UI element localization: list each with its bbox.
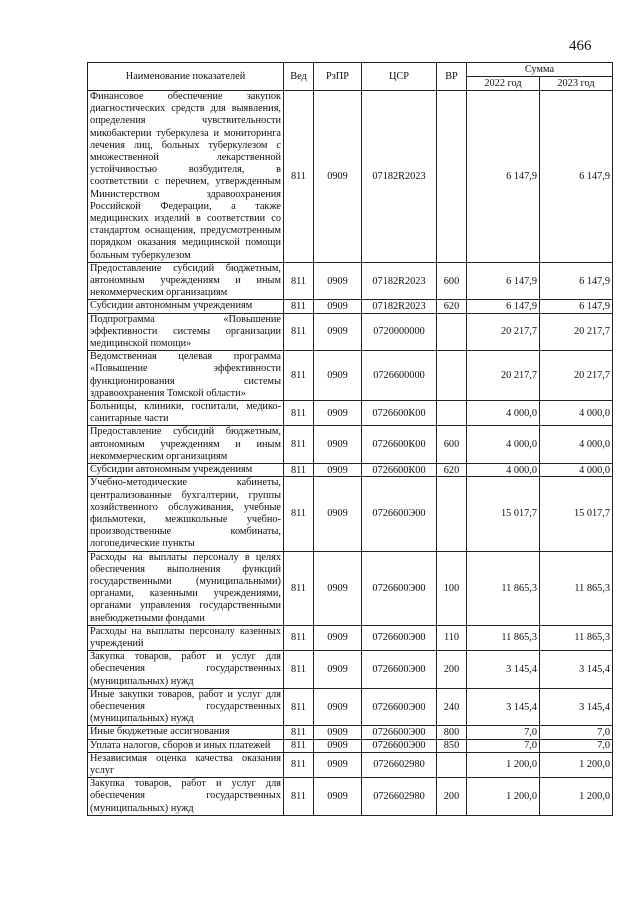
header-vr: ВР bbox=[437, 63, 467, 91]
row-csr-cell: 0726602980 bbox=[362, 778, 437, 816]
header-rzpr: РзПР bbox=[314, 63, 362, 91]
row-vr-cell bbox=[437, 91, 467, 263]
row-2023-cell: 4 000,0 bbox=[540, 401, 613, 426]
row-name-cell: Больницы, клиники, госпитали, медико-санитарные части bbox=[88, 401, 284, 426]
row-2023-cell: 20 217,7 bbox=[540, 313, 613, 351]
row-vr-cell bbox=[437, 752, 467, 777]
row-rzpr-cell: 0909 bbox=[314, 688, 362, 726]
row-2023-cell: 1 200,0 bbox=[540, 752, 613, 777]
row-csr-cell: 0720000000 bbox=[362, 313, 437, 351]
row-ved-cell: 811 bbox=[284, 651, 314, 689]
row-csr-cell: 07182R2023 bbox=[362, 300, 437, 313]
row-2022-cell: 4 000,0 bbox=[467, 464, 540, 477]
row-2022-cell: 15 017,7 bbox=[467, 477, 540, 551]
row-rzpr-cell: 0909 bbox=[314, 625, 362, 650]
row-ved-cell: 811 bbox=[284, 625, 314, 650]
header-sum: Сумма bbox=[467, 63, 613, 77]
row-name-cell: Расходы на выплаты персоналу в целях обеспечения выполнения функций государственными (муниципальными) органами, казенными учреждениями, органами управления государственными внебюджетными фондами bbox=[88, 551, 284, 625]
header-ved: Вед bbox=[284, 63, 314, 91]
row-rzpr-cell: 0909 bbox=[314, 313, 362, 351]
row-ved-cell: 811 bbox=[284, 262, 314, 300]
table-row bbox=[88, 464, 613, 477]
row-2022-cell: 4 000,0 bbox=[467, 426, 540, 464]
row-ved-cell: 811 bbox=[284, 477, 314, 551]
row-ved-cell: 811 bbox=[284, 726, 314, 739]
row-2023-cell: 11 865,3 bbox=[540, 625, 613, 650]
table-row bbox=[88, 726, 613, 739]
row-2022-cell: 1 200,0 bbox=[467, 752, 540, 777]
row-csr-cell: 0726600000 bbox=[362, 351, 437, 401]
row-vr-cell: 620 bbox=[437, 464, 467, 477]
row-name-cell: Иные закупки товаров, работ и услуг для обеспечения государственных (муниципальных) нужд bbox=[88, 688, 284, 726]
row-ved-cell: 811 bbox=[284, 313, 314, 351]
row-2023-cell: 1 200,0 bbox=[540, 778, 613, 816]
row-2022-cell: 7,0 bbox=[467, 726, 540, 739]
row-ved-cell: 811 bbox=[284, 401, 314, 426]
row-csr-cell: 0726600Э00 bbox=[362, 651, 437, 689]
row-csr-cell: 0726600Э00 bbox=[362, 688, 437, 726]
row-2023-cell: 4 000,0 bbox=[540, 426, 613, 464]
row-ved-cell: 811 bbox=[284, 688, 314, 726]
row-name-cell: Ведомственная целевая программа «Повышение эффективности функционирования системы здравоохранения Томской области» bbox=[88, 351, 284, 401]
row-ved-cell: 811 bbox=[284, 739, 314, 752]
row-name-cell: Субсидии автономным учреждениям bbox=[88, 300, 284, 313]
row-csr-cell: 0726600Э00 bbox=[362, 726, 437, 739]
row-name-cell: Предоставление субсидий бюджетным, автономным учреждениям и иным некоммерческим организациям bbox=[88, 426, 284, 464]
table-row bbox=[88, 551, 613, 625]
row-vr-cell bbox=[437, 351, 467, 401]
table-row bbox=[88, 688, 613, 726]
row-csr-cell: 07182R2023 bbox=[362, 91, 437, 263]
table-row bbox=[88, 752, 613, 777]
row-csr-cell: 0726600Э00 bbox=[362, 739, 437, 752]
row-name-cell: Учебно-методические кабинеты, централизованные бухгалтерии, группы хозяйственного обслуживания, учебные фильмотеки, межшкольные учебно-производственные комбинаты, логопедические пункты bbox=[88, 477, 284, 551]
row-vr-cell: 600 bbox=[437, 426, 467, 464]
row-rzpr-cell: 0909 bbox=[314, 300, 362, 313]
header-2023: 2023 год bbox=[540, 77, 613, 91]
row-2022-cell: 20 217,7 bbox=[467, 351, 540, 401]
row-ved-cell: 811 bbox=[284, 351, 314, 401]
table-row bbox=[88, 300, 613, 313]
header-2022: 2022 год bbox=[467, 77, 540, 91]
row-csr-cell: 0726600К00 bbox=[362, 401, 437, 426]
row-rzpr-cell: 0909 bbox=[314, 464, 362, 477]
row-2023-cell: 6 147,9 bbox=[540, 300, 613, 313]
row-rzpr-cell: 0909 bbox=[314, 426, 362, 464]
row-name-cell: Иные бюджетные ассигнования bbox=[88, 726, 284, 739]
row-vr-cell: 850 bbox=[437, 739, 467, 752]
row-2023-cell: 7,0 bbox=[540, 739, 613, 752]
row-rzpr-cell: 0909 bbox=[314, 477, 362, 551]
table-row bbox=[88, 651, 613, 689]
row-csr-cell: 0726600Э00 bbox=[362, 477, 437, 551]
row-2023-cell: 20 217,7 bbox=[540, 351, 613, 401]
row-vr-cell: 600 bbox=[437, 262, 467, 300]
row-name-cell: Финансовое обеспечение закупок диагностических средств для выявления, определения чувствительности микобактерии туберкулеза и мониторинга лечения лиц, больных туберкулезом с множественной лекарственной устойчивостью возбудителя, в соответствии с перечнем, утвержденным Министерством здравоохранения Российской Федерации, а также медицинских изделий в соответствии со стандартом оснащения, предусмотренным порядком оказания медицинской помощи больным туберкулезом bbox=[88, 91, 284, 263]
row-2023-cell: 6 147,9 bbox=[540, 91, 613, 263]
row-vr-cell: 110 bbox=[437, 625, 467, 650]
row-csr-cell: 0726600Э00 bbox=[362, 551, 437, 625]
row-rzpr-cell: 0909 bbox=[314, 262, 362, 300]
table-row bbox=[88, 426, 613, 464]
row-ved-cell: 811 bbox=[284, 778, 314, 816]
table-row bbox=[88, 477, 613, 551]
table-row bbox=[88, 401, 613, 426]
row-2023-cell: 3 145,4 bbox=[540, 688, 613, 726]
table-row bbox=[88, 262, 613, 300]
row-2022-cell: 7,0 bbox=[467, 739, 540, 752]
row-2022-cell: 4 000,0 bbox=[467, 401, 540, 426]
table-row bbox=[88, 313, 613, 351]
row-rzpr-cell: 0909 bbox=[314, 351, 362, 401]
row-vr-cell bbox=[437, 477, 467, 551]
table-row bbox=[88, 351, 613, 401]
header-csr: ЦСР bbox=[362, 63, 437, 91]
row-csr-cell: 0726602980 bbox=[362, 752, 437, 777]
row-name-cell: Закупка товаров, работ и услуг для обеспечения государственных (муниципальных) нужд bbox=[88, 651, 284, 689]
table-row bbox=[88, 625, 613, 650]
page-number: 466 bbox=[569, 38, 592, 54]
row-vr-cell bbox=[437, 401, 467, 426]
row-2023-cell: 11 865,3 bbox=[540, 551, 613, 625]
row-ved-cell: 811 bbox=[284, 464, 314, 477]
row-2022-cell: 11 865,3 bbox=[467, 625, 540, 650]
row-2022-cell: 6 147,9 bbox=[467, 262, 540, 300]
row-name-cell: Субсидии автономным учреждениям bbox=[88, 464, 284, 477]
row-2023-cell: 6 147,9 bbox=[540, 262, 613, 300]
row-2022-cell: 3 145,4 bbox=[467, 651, 540, 689]
row-vr-cell: 100 bbox=[437, 551, 467, 625]
row-vr-cell: 240 bbox=[437, 688, 467, 726]
table-row bbox=[88, 778, 613, 816]
row-2022-cell: 1 200,0 bbox=[467, 778, 540, 816]
row-rzpr-cell: 0909 bbox=[314, 778, 362, 816]
table-body bbox=[88, 91, 613, 816]
row-vr-cell: 620 bbox=[437, 300, 467, 313]
row-rzpr-cell: 0909 bbox=[314, 752, 362, 777]
row-ved-cell: 811 bbox=[284, 426, 314, 464]
row-2022-cell: 11 865,3 bbox=[467, 551, 540, 625]
row-name-cell: Предоставление субсидий бюджетным, автономным учреждениям и иным некоммерческим организациям bbox=[88, 262, 284, 300]
table-row bbox=[88, 739, 613, 752]
row-ved-cell: 811 bbox=[284, 752, 314, 777]
row-csr-cell: 0726600К00 bbox=[362, 464, 437, 477]
row-2023-cell: 7,0 bbox=[540, 726, 613, 739]
row-ved-cell: 811 bbox=[284, 551, 314, 625]
row-rzpr-cell: 0909 bbox=[314, 726, 362, 739]
row-csr-cell: 07182R2023 bbox=[362, 262, 437, 300]
table-row bbox=[88, 91, 613, 263]
row-rzpr-cell: 0909 bbox=[314, 551, 362, 625]
row-rzpr-cell: 0909 bbox=[314, 401, 362, 426]
row-2023-cell: 3 145,4 bbox=[540, 651, 613, 689]
row-2023-cell: 4 000,0 bbox=[540, 464, 613, 477]
row-rzpr-cell: 0909 bbox=[314, 739, 362, 752]
budget-table bbox=[87, 62, 613, 816]
row-2022-cell: 3 145,4 bbox=[467, 688, 540, 726]
row-2022-cell: 6 147,9 bbox=[467, 91, 540, 263]
row-rzpr-cell: 0909 bbox=[314, 91, 362, 263]
row-rzpr-cell: 0909 bbox=[314, 651, 362, 689]
row-ved-cell: 811 bbox=[284, 300, 314, 313]
row-name-cell: Независимая оценка качества оказания услуг bbox=[88, 752, 284, 777]
row-name-cell: Подпрограмма «Повышение эффективности системы организации медицинской помощи» bbox=[88, 313, 284, 351]
row-csr-cell: 0726600Э00 bbox=[362, 625, 437, 650]
table-header-row bbox=[88, 63, 613, 77]
row-vr-cell bbox=[437, 313, 467, 351]
row-name-cell: Закупка товаров, работ и услуг для обеспечения государственных (муниципальных) нужд bbox=[88, 778, 284, 816]
row-vr-cell: 200 bbox=[437, 778, 467, 816]
row-2022-cell: 20 217,7 bbox=[467, 313, 540, 351]
row-2023-cell: 15 017,7 bbox=[540, 477, 613, 551]
row-vr-cell: 200 bbox=[437, 651, 467, 689]
row-name-cell: Расходы на выплаты персоналу казенных учреждений bbox=[88, 625, 284, 650]
header-name: Наименование показателей bbox=[88, 63, 284, 91]
row-name-cell: Уплата налогов, сборов и иных платежей bbox=[88, 739, 284, 752]
row-ved-cell: 811 bbox=[284, 91, 314, 263]
row-2022-cell: 6 147,9 bbox=[467, 300, 540, 313]
row-csr-cell: 0726600К00 bbox=[362, 426, 437, 464]
row-vr-cell: 800 bbox=[437, 726, 467, 739]
